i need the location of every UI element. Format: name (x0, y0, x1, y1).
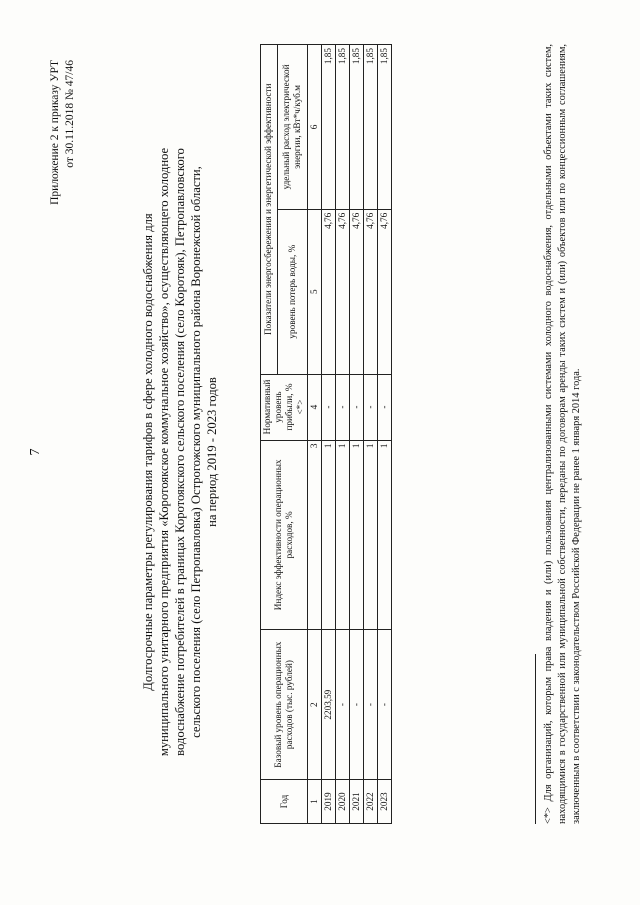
cell-year: 2022 (364, 780, 378, 824)
header-water-loss: уровень потерь воды, % (277, 209, 307, 374)
cell-year: 2021 (350, 780, 364, 824)
header-normative-profit: Нормативный уровень прибыли, % <*> (261, 374, 308, 440)
footnote-divider (535, 654, 536, 824)
table-row (378, 45, 392, 824)
cell-profit: - (336, 374, 350, 440)
cell-index: 1 (322, 440, 336, 630)
cell-year: 2020 (336, 780, 350, 824)
header-base-level: Базовый уровень операционных расходов (тыс. рублей) (261, 630, 308, 780)
cell-energy: 1,85 (364, 45, 378, 210)
rotated-content (20, 22, 620, 882)
cell-energy: 1,85 (336, 45, 350, 210)
cell-profit: - (378, 374, 392, 440)
title-line-4: сельского поселения (село Петропавловка) Острогожского муниципального района Воронежской области, (189, 166, 203, 738)
title-line-2: муниципального унитарного предприятия «Коротоякское коммунальное хозяйство», осуществляющего холодное (157, 147, 171, 757)
appendix-reference (48, 60, 78, 205)
page-number: 7 (28, 448, 43, 456)
cell-loss: 4,76 (322, 209, 336, 374)
column-number: 5 (308, 209, 322, 374)
cell-loss: 4,76 (336, 209, 350, 374)
header-efficiency-index: Индекс эффективности операционных расходов, % (261, 440, 308, 630)
cell-base: - (378, 630, 392, 780)
cell-profit: - (350, 374, 364, 440)
cell-energy: 1,85 (350, 45, 364, 210)
column-numbers-row (308, 45, 322, 824)
header-year: Год (261, 780, 308, 824)
cell-index: 1 (350, 440, 364, 630)
header-specific-energy: удельный расход электрической энергии, кВт*ч/куб.м (277, 45, 307, 210)
cell-year: 2023 (378, 780, 392, 824)
footnote-text: <*> Для организаций, которым права владения и (или) пользования централизованными системами холодного водоснабжения, отдельными объектами таких систем, находящимися в государственной или муниципальной собственности, переданы по договорам аренды таких систем и (или) объектов или по концессионным соглашениям, заключенным в соответствии с законодательством Российской Федерации не ранее 1 января 2014 года. (543, 44, 582, 824)
table-row (350, 45, 364, 824)
cell-base: - (364, 630, 378, 780)
appendix-line-2: от 30.11.2018 № 47/46 (64, 60, 76, 168)
cell-index: 1 (364, 440, 378, 630)
cell-base: - (350, 630, 364, 780)
column-number: 4 (308, 374, 322, 440)
cell-profit: - (364, 374, 378, 440)
column-number: 3 (308, 440, 322, 630)
cell-index: 1 (336, 440, 350, 630)
title-line-1: Долгосрочные параметры регулирования тарифов в сфере холодного водоснабжения для (141, 213, 155, 691)
header-energy-group: Показатели энергосбережения и энергетической эффективности (261, 45, 278, 375)
column-number: 1 (308, 780, 322, 824)
title-line-3: водоснабжение потребителей в границах Коротоякского сельского поселения (село Коротояк), Петропавловского (173, 148, 187, 756)
table-row (364, 45, 378, 824)
title-line-5: на период 2019 - 2023 годов (205, 377, 219, 527)
cell-loss: 4,76 (378, 209, 392, 374)
cell-base: 2203,59 (322, 630, 336, 780)
cell-index: 1 (378, 440, 392, 630)
cell-loss: 4,76 (350, 209, 364, 374)
column-number: 6 (308, 45, 322, 210)
table-row (336, 45, 350, 824)
cell-year: 2019 (322, 780, 336, 824)
cell-energy: 1,85 (378, 45, 392, 210)
cell-profit: - (322, 374, 336, 440)
document-title (140, 92, 220, 812)
appendix-line-1: Приложение 2 к приказу УРТ (49, 60, 61, 205)
cell-energy: 1,85 (322, 45, 336, 210)
cell-base: - (336, 630, 350, 780)
table-row (322, 45, 336, 824)
tariff-parameters-table (260, 44, 392, 824)
cell-loss: 4,76 (364, 209, 378, 374)
column-number: 2 (308, 630, 322, 780)
